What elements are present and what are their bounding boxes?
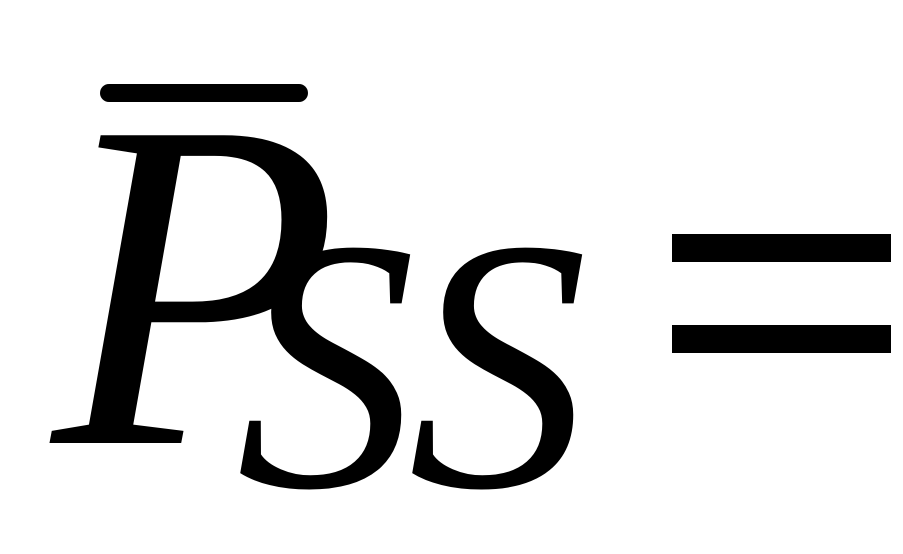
equals-top-bar <box>672 234 891 262</box>
formula-subscript: SS <box>236 165 580 554</box>
formula-symbol: P <box>52 24 340 545</box>
equals-bottom-bar <box>672 325 891 353</box>
